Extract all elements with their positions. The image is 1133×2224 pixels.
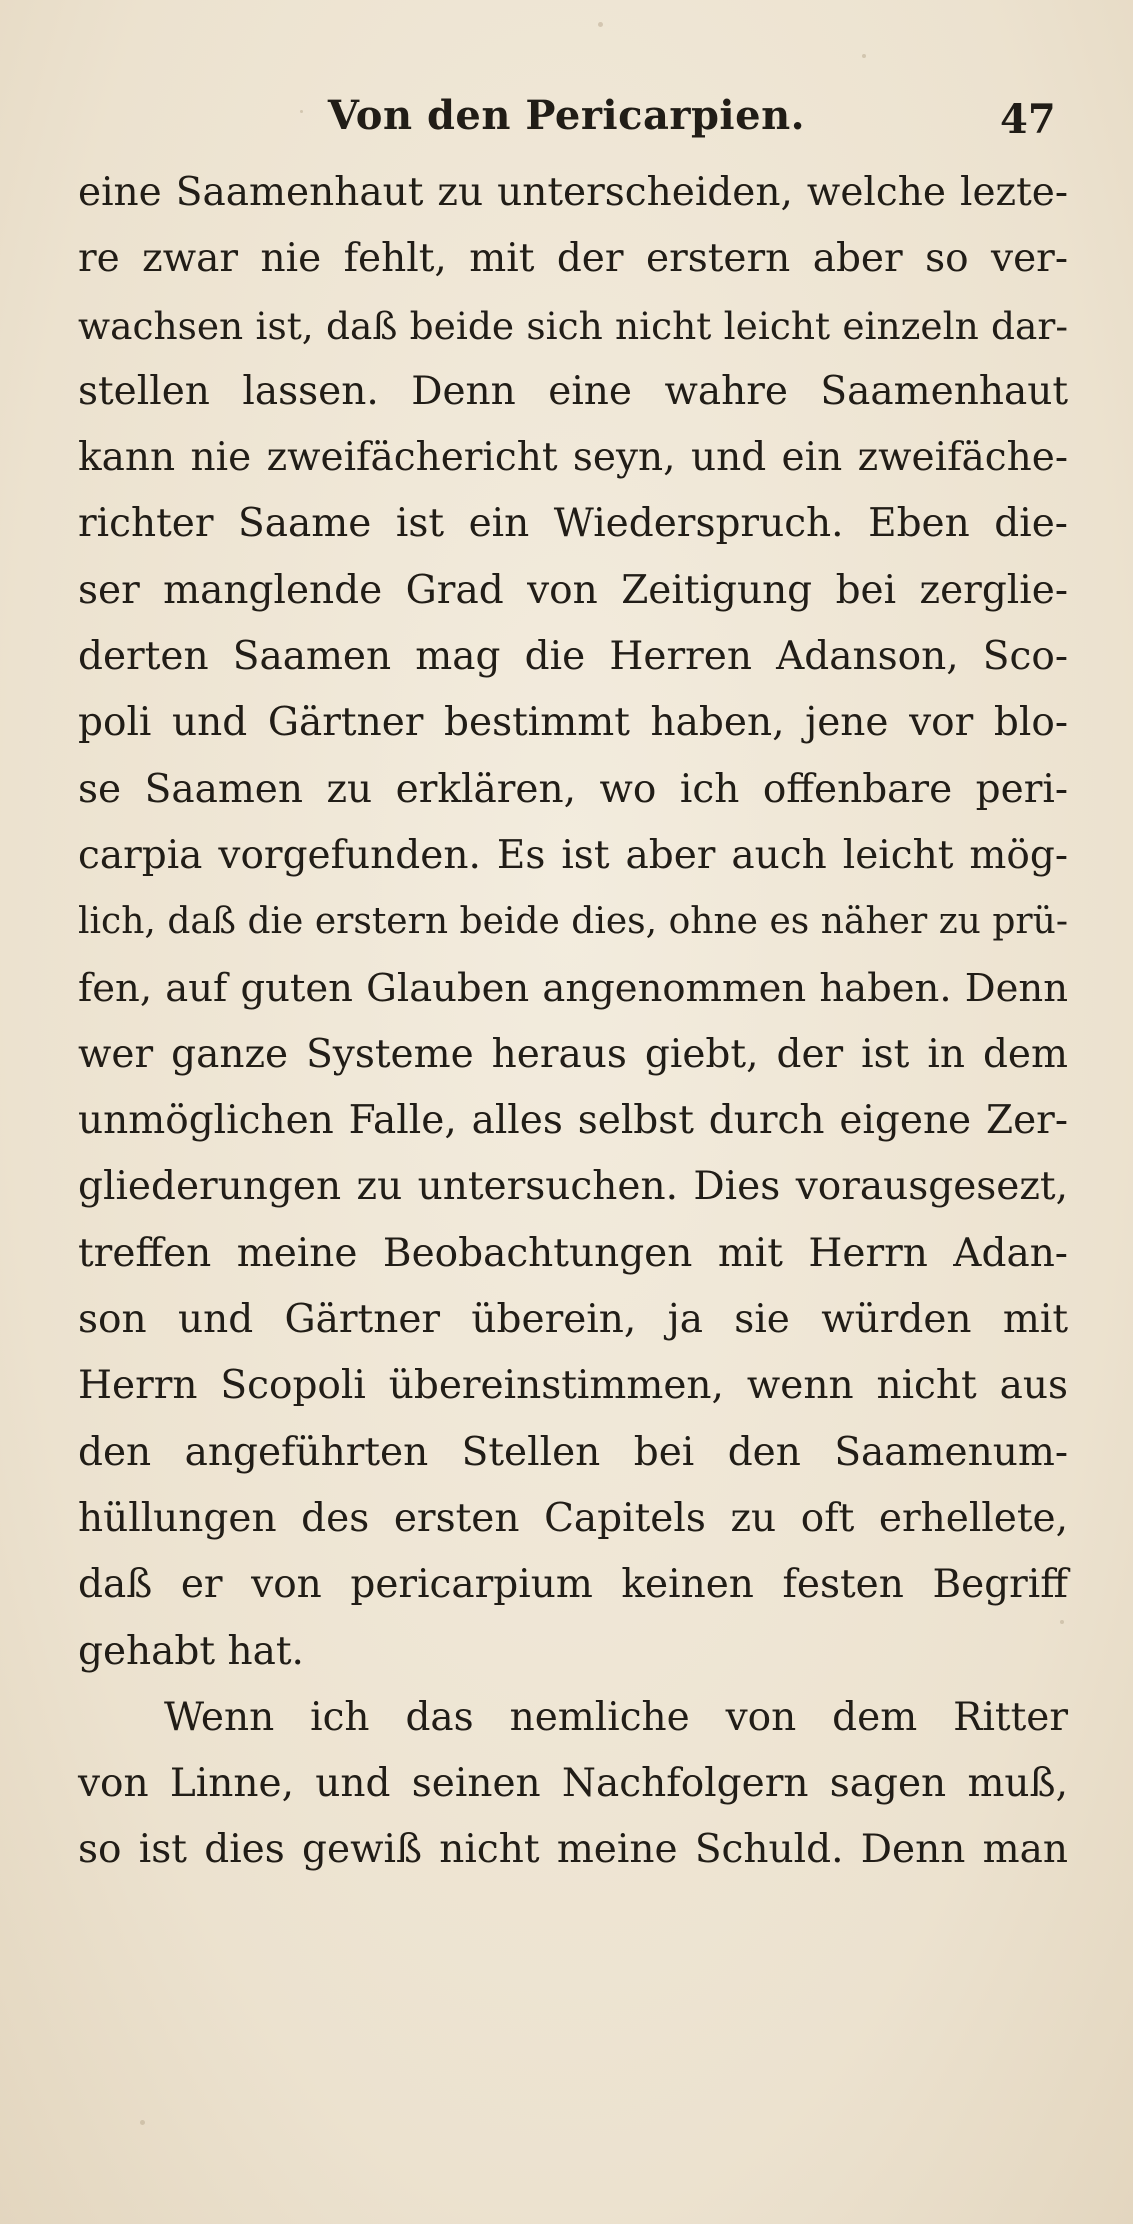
text-line: treffen meine Beobachtungen mit Herrn Adan- <box>78 1230 1068 1276</box>
text-line: von Linne, und seinen Nachfolgern sagen muß, <box>78 1761 1068 1807</box>
text-line: carpia vorgefunden. Es ist aber auch leicht mög- <box>78 832 1068 878</box>
page-number: 47 <box>1000 96 1056 143</box>
text-line: den angeführten Stellen bei den Saamenum- <box>78 1429 1068 1475</box>
text-line: Wenn ich das nemliche von dem Ritter <box>164 1694 1068 1740</box>
running-title: Von den Pericarpien. <box>327 92 806 139</box>
text-line: se Saamen zu erklären, wo ich offenbare peri- <box>78 766 1068 812</box>
text-line: eine Saamenhaut zu unterscheiden, welche lezte- <box>78 170 1068 215</box>
text-line: gliederungen zu untersuchen. Dies vorausgesezt, <box>78 1164 1068 1210</box>
running-head <box>0 84 1133 144</box>
text-line: poli und Gärtner bestimmt haben, jene vor blo- <box>78 700 1068 746</box>
text-line: lich, daß die erstern beide dies, ohne es näher zu prü- <box>78 901 1068 943</box>
text-line: hüllungen des ersten Capitels zu oft erhellete, <box>78 1495 1068 1541</box>
text-line: fen, auf guten Glauben angenommen haben. Denn <box>78 965 1068 1011</box>
text-line: derten Saamen mag die Herren Adanson, Sco- <box>78 634 1068 680</box>
text-line: richter Saame ist ein Wiederspruch. Eben die- <box>78 501 1068 547</box>
paper-speck <box>140 2120 145 2125</box>
text-line: daß er von pericarpium keinen festen Begriff <box>78 1562 1068 1608</box>
text-line: kann nie zweifächericht seyn, und ein zweifäche- <box>78 435 1068 481</box>
text-line: re zwar nie fehlt, mit der erstern aber so ver- <box>78 236 1068 282</box>
text-line: wachsen ist, daß beide sich nicht leicht einzeln dar- <box>78 303 1068 348</box>
paper-speck <box>862 54 866 58</box>
paper-speck <box>598 22 603 27</box>
text-line: wer ganze Systeme heraus giebt, der ist in dem <box>78 1031 1068 1077</box>
text-line: gehabt hat. <box>78 1628 304 1674</box>
text-line: unmöglichen Falle, alles selbst durch eigene Zer- <box>78 1098 1068 1144</box>
text-line: so ist dies gewiß nicht meine Schuld. Denn man <box>78 1827 1068 1873</box>
text-line: son und Gärtner überein, ja sie würden mit <box>78 1297 1068 1343</box>
text-line: Herrn Scopoli übereinstimmen, wenn nicht aus <box>78 1363 1068 1409</box>
text-line: stellen lassen. Denn eine wahre Saamenhaut <box>78 368 1068 414</box>
text-line: ser manglende Grad von Zeitigung bei zerglie- <box>78 567 1068 613</box>
body-text <box>78 160 1068 1884</box>
